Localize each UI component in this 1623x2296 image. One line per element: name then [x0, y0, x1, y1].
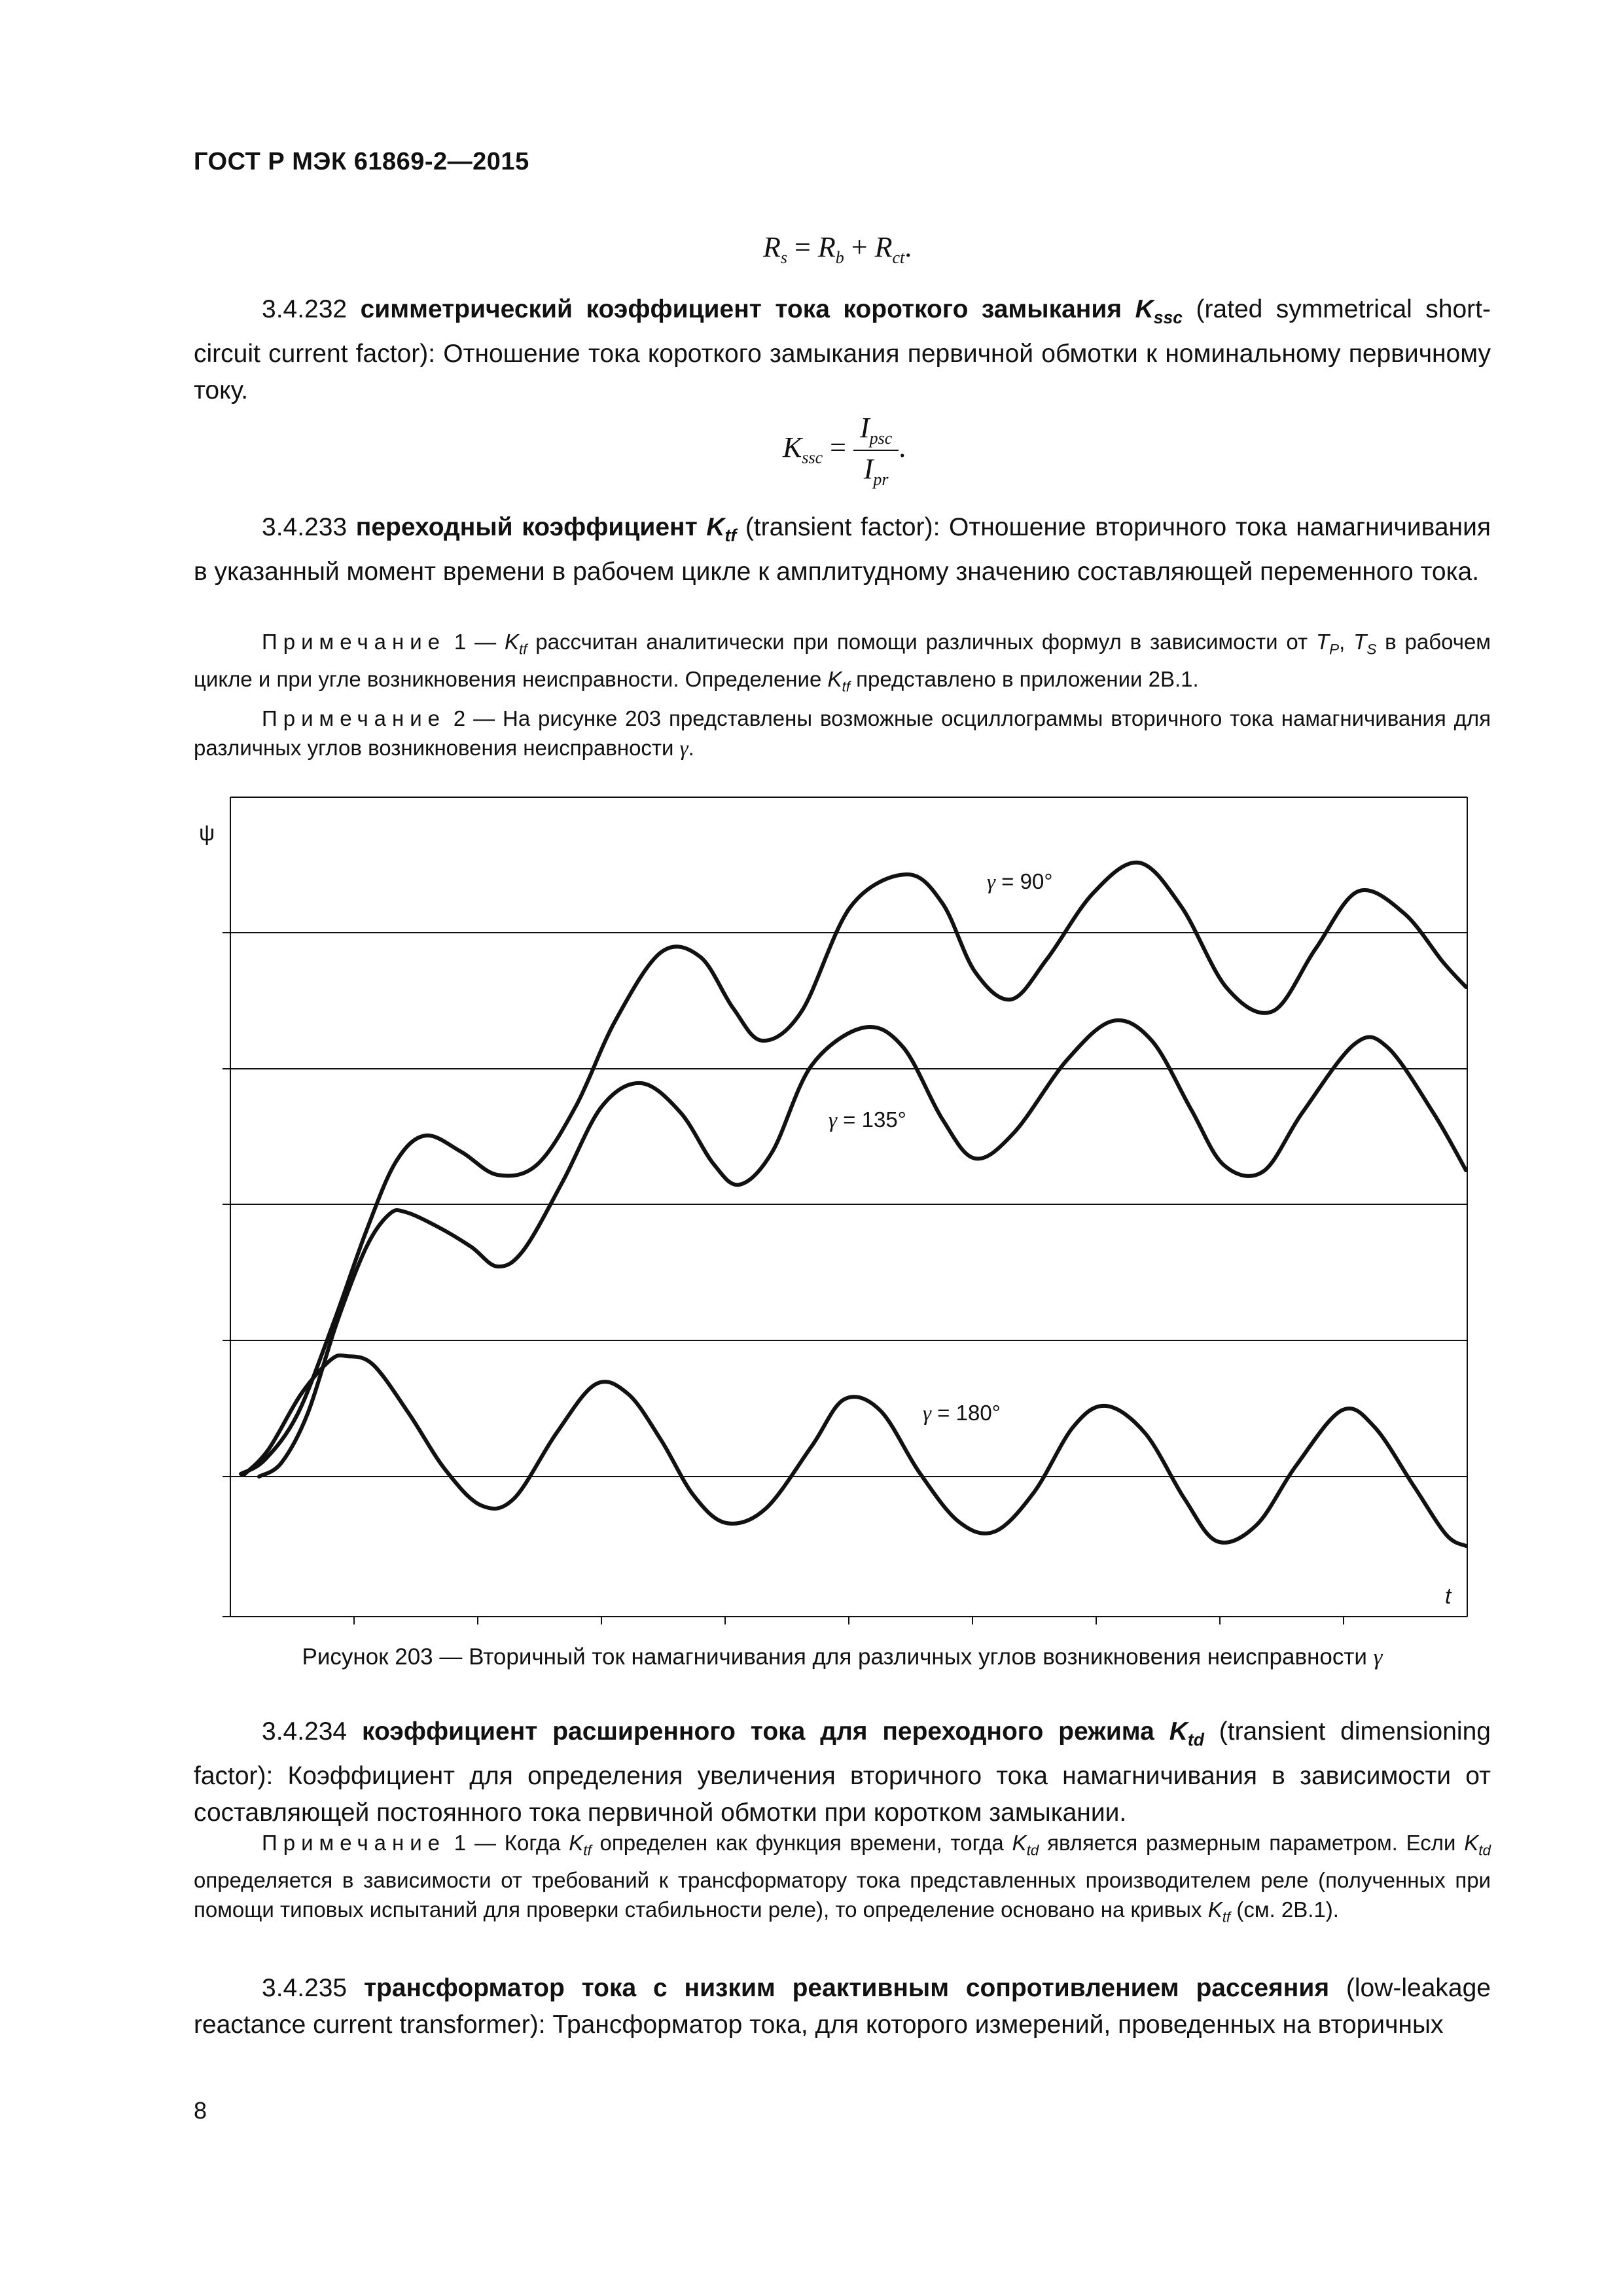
- section-3-4-235: 3.4.235 трансформатор тока с низким реактивным сопротивлением рассеяния (low-leakage reactance current transformer): Трансформатор тока, для которого измерений, проведенных на вторичных: [194, 1974, 1491, 2039]
- y-axis-label: ψ: [199, 821, 215, 846]
- figure-caption: Рисунок 203 — Вторичный ток намагничивания для различных углов возникновения неисправности γ: [302, 1644, 1383, 1670]
- gridlines: [223, 933, 1467, 1477]
- curve-gamma-135: [259, 1020, 1466, 1477]
- note-2: Примечание 2 — На рисунке 203 представлены возможные осциллограммы вторичного тока намагничивания для различных углов возникновения неисправности γ.: [194, 706, 1491, 761]
- curve-gamma-180: [243, 1355, 1466, 1546]
- document-header: ГОСТ Р МЭК 61869-2—2015: [194, 148, 529, 175]
- section-3-4-232: 3.4.232 симметрический коэффициент тока короткого замыкания $K_{ssc}$ (rated symmetrical short-circuit current factor): Отношение тока короткого замыкания первичной обмотки к номинальному первичному току.: [194, 295, 1491, 404]
- formula-rs: $R_s = R_b + R_{ct}$.: [763, 231, 912, 267]
- page-number: 8: [194, 2097, 207, 2124]
- curve-label-180: γ = 180°: [923, 1401, 1001, 1426]
- curve-label-135: γ = 135°: [829, 1107, 906, 1132]
- note-1: Примечание 1 — $K_{tf}$ рассчитан аналитически при помощи различных формул в зависимости от $T_P$, $T_S$ в рабочем цикле и при угле возникновения неисправности. Определение $K_{tf}$ представлено в приложении 2B.1.: [194, 630, 1491, 695]
- curve-gamma-90: [241, 863, 1466, 1474]
- curve-label-90: γ = 90°: [987, 869, 1053, 894]
- note-3-4-234: Примечание 1 — Когда $K_{tf}$ определен как функция времени, тогда $K_{td}$ является размерным параметром. Если $K_{td}$ определяется в зависимости от требований к трансформатору тока представленных производителем реле (полученных при помощи типовых испытаний для проверки стабильности реле), то определение основано на кривых $K_{tf}$ (см. 2B.1).: [194, 1831, 1491, 1926]
- section-3-4-233: 3.4.233 переходный коэффициент $K_{tf}$ (transient factor): Отношение вторичного тока намагничивания в указанный момент времени в рабочем цикле к амплитудному значению составляющей переменного тока.: [194, 513, 1491, 586]
- section-3-4-234: 3.4.234 коэффициент расширенного тока для переходного режима $K_{td}$ (transient dimensioning factor): Коэффициент для определения увеличения вторичного тока намагничивания в зависимости от составляющей постоянного тока первичной обмотки при коротком замыкании.: [194, 1717, 1491, 1827]
- x-axis-label: t: [1445, 1584, 1452, 1609]
- formula-kssc: $K_{ssc}$ = $\frac{I_{psc}}{I_{pr}}$ .: [783, 412, 906, 489]
- x-ticks: [354, 1617, 1344, 1624]
